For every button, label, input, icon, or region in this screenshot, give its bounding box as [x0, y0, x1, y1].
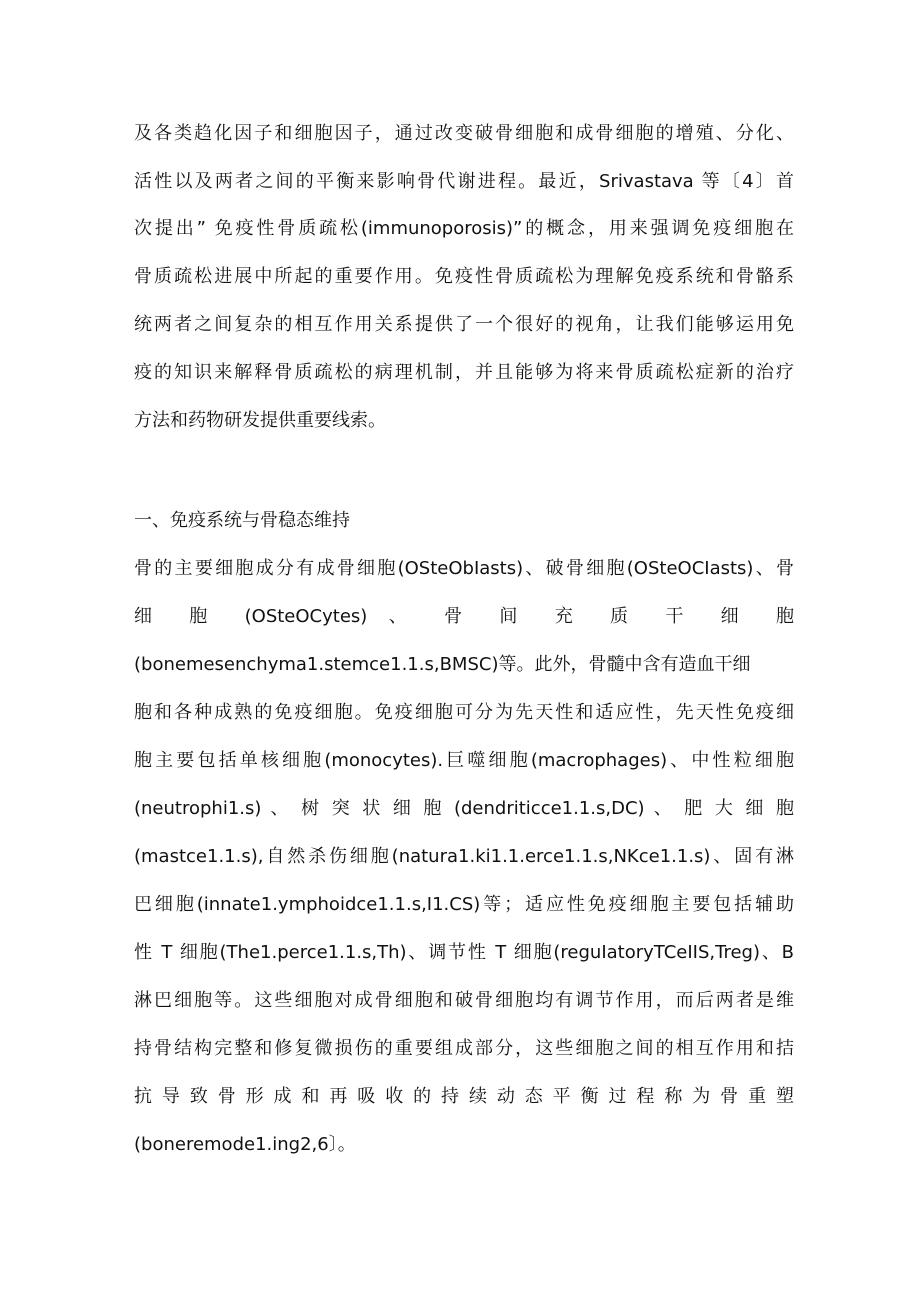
section-line-10: 淋巴细胞等。这些细胞对成骨细胞和破骨细胞均有调节作用，而后两者是维	[134, 990, 794, 1011]
intro-line-1: 及各类趋化因子和细胞因子，通过改变破骨细胞和成骨细胞的增殖、分化、	[134, 123, 794, 144]
section-line-7: (mastce1.1.s),自然杀伤细胞(natura1.ki1.1.erce1.1.s,NKce1.1.s)、固有淋	[134, 846, 794, 867]
section-line-1: 骨的主要细胞成分有成骨细胞(OSteObIasts)、破骨细胞(OSteOCIasts)、骨	[134, 558, 794, 579]
section-line-4: 胞和各种成熟的免疫细胞。免疫细胞可分为先天性和适应性，先天性免疫细	[134, 702, 794, 723]
section-line-6: (neutrophi1.s) 、 树 突 状 细 胞 (dendriticce1.1.s,DC) 、 肥 大 细 胞	[134, 798, 794, 819]
intro-line-4: 骨质疏松进展中所起的重要作用。免疫性骨质疏松为理解免疫系统和骨骼系	[134, 266, 794, 287]
section-line-9: 性 T 细胞(The1.perce1.1.s,Th)、调节性 T 细胞(reguIatoryTCeIIS,Treg)、B	[134, 942, 794, 963]
section-heading: 一、免疫系统与骨稳态维持	[134, 510, 350, 531]
intro-line-5: 统两者之间复杂的相互作用关系提供了一个很好的视角，让我们能够运用免	[134, 314, 794, 335]
section-line-5: 胞主要包括单核细胞(monocytes).巨噬细胞(macrophages)、中性粒细胞	[134, 750, 794, 771]
intro-line-3: 次提出” 免疫性骨质疏松(immunoporosis)”的概念，用来强调免疫细胞在	[134, 218, 794, 239]
section-line-12: 抗 导 致 骨 形 成 和 再 吸 收 的 持 续 动 态 平 衡 过 程 称 为 骨 重 塑	[134, 1086, 794, 1107]
section-line-3: (bonemesenchyma1.stemce1.1.s,BMSC)等。此外，骨髓中含有造血干细	[134, 654, 751, 675]
intro-line-6: 疫的知识来解释骨质疏松的病理机制，并且能够为将来骨质疏松症新的治疗	[134, 362, 794, 383]
intro-line-2: 活性以及两者之间的平衡来影响骨代谢进程。最近，Srivastava 等〔4〕首	[134, 171, 794, 192]
section-line-2: 细 胞 (OSteOCytes) 、 骨 间 充 质 干 细 胞	[134, 606, 794, 627]
section-line-11: 持骨结构完整和修复微损伤的重要组成部分，这些细胞之间的相互作用和拮	[134, 1038, 794, 1059]
intro-line-7: 方法和药物研发提供重要线索。	[134, 410, 386, 431]
section-line-13: (boneremode1.ing2,6〕。	[134, 1134, 356, 1155]
section-line-8: 巴细胞(innate1.ymphoidce1.1.s,I1.CS)等；适应性免疫细胞主要包括辅助	[134, 894, 794, 915]
